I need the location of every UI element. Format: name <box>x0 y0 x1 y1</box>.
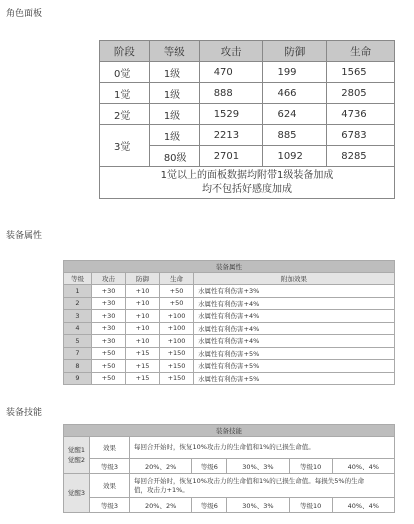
cell-atk: +50 <box>92 372 126 385</box>
cell-stage: 1觉 <box>100 83 150 104</box>
panel-note-line1: 1觉以上的面板数据均附带1级装备加成 <box>160 169 334 181</box>
awaken-cell <box>64 474 90 513</box>
cell-atk: +50 <box>92 347 126 360</box>
table-row <box>64 322 395 335</box>
character-panel-table <box>99 40 395 199</box>
cell-hp: +150 <box>160 372 194 385</box>
cell-hp: +100 <box>160 335 194 348</box>
section-title-panel: 角色面板 <box>6 9 43 19</box>
header-def: 防御 <box>126 273 160 285</box>
cell-atk: 1529 <box>199 104 263 125</box>
effect-text-line: 每回合开始时，恢复10%攻击力的生命值和1%的已损生命值。每损失5%的生命 <box>134 476 365 485</box>
cell-atk: +30 <box>92 310 126 323</box>
effect-text-line: 值，攻击力+1%。 <box>134 485 189 494</box>
cell-atk: +30 <box>92 297 126 310</box>
cell-def: +10 <box>126 297 160 310</box>
equip-attr-table <box>63 260 395 385</box>
header-effect: 附加效果 <box>194 273 395 285</box>
cell-lv: 9 <box>64 372 92 385</box>
cell-def: +15 <box>126 360 160 373</box>
cell-def: 199 <box>263 62 327 83</box>
cell-hp: 8285 <box>327 146 395 167</box>
level-value: 20%、2% <box>130 498 192 513</box>
cell-hp: 6783 <box>327 125 395 146</box>
cell-def: 1092 <box>263 146 327 167</box>
cell-effect: 水属性有利伤害+5% <box>194 372 395 385</box>
table-row <box>100 125 395 146</box>
cell-hp: +50 <box>160 285 194 298</box>
cell-atk: 470 <box>199 62 263 83</box>
cell-def: 466 <box>263 83 327 104</box>
cell-hp: +50 <box>160 297 194 310</box>
cell-lv: 3 <box>64 310 92 323</box>
table-note-row <box>100 167 395 199</box>
level-value: 40%、4% <box>332 459 394 474</box>
table-row <box>100 104 395 125</box>
header-atk: 攻击 <box>199 41 263 62</box>
cell-stage: 2觉 <box>100 104 150 125</box>
table-row <box>64 437 395 459</box>
cell-effect: 水属性有利伤害+4% <box>194 335 395 348</box>
cell-atk: +30 <box>92 335 126 348</box>
cell-hp: +150 <box>160 347 194 360</box>
header-lv: 等级 <box>64 273 92 285</box>
level-label: 等级3 <box>90 459 130 474</box>
table-row <box>64 335 395 348</box>
level-value: 40%、4% <box>332 498 394 513</box>
cell-level: 1级 <box>149 104 199 125</box>
header-hp: 生命 <box>160 273 194 285</box>
level-value: 20%、2% <box>130 459 192 474</box>
cell-lv: 2 <box>64 297 92 310</box>
equip-skill-table-title: 装备技能 <box>64 425 395 437</box>
cell-hp: 4736 <box>327 104 395 125</box>
cell-effect: 水属性有利伤害+4% <box>194 297 395 310</box>
cell-def: +10 <box>126 285 160 298</box>
header-stage: 阶段 <box>100 41 150 62</box>
cell-level: 80级 <box>149 146 199 167</box>
cell-effect: 水属性有利伤害+5% <box>194 347 395 360</box>
equip-skill-table <box>63 424 395 513</box>
cell-effect: 水属性有利伤害+3% <box>194 285 395 298</box>
level-label: 等级6 <box>192 498 227 513</box>
cell-def: +15 <box>126 372 160 385</box>
cell-lv: 5 <box>64 335 92 348</box>
level-label: 等级3 <box>90 498 130 513</box>
header-hp: 生命 <box>327 41 395 62</box>
cell-hp: 2805 <box>327 83 395 104</box>
level-value: 30%、3% <box>227 459 289 474</box>
cell-hp: +150 <box>160 360 194 373</box>
cell-def: +15 <box>126 347 160 360</box>
effect-label: 效果 <box>90 437 130 459</box>
table-row <box>64 498 395 513</box>
cell-atk: +50 <box>92 360 126 373</box>
cell-lv: 8 <box>64 360 92 373</box>
table-row <box>100 62 395 83</box>
cell-level: 1级 <box>149 125 199 146</box>
cell-atk: +30 <box>92 285 126 298</box>
table-row <box>64 285 395 298</box>
cell-def: 624 <box>263 104 327 125</box>
level-value: 30%、3% <box>227 498 289 513</box>
cell-hp: +100 <box>160 322 194 335</box>
table-row <box>64 347 395 360</box>
table-row <box>64 459 395 474</box>
cell-lv: 1 <box>64 285 92 298</box>
level-label: 等级6 <box>192 459 227 474</box>
cell-stage: 3觉 <box>100 125 150 167</box>
table-row <box>64 310 395 323</box>
level-label: 等级10 <box>289 498 332 513</box>
cell-atk: 2701 <box>199 146 263 167</box>
table-row <box>64 474 395 498</box>
cell-def: +10 <box>126 310 160 323</box>
section-title-equip-attr: 装备属性 <box>6 231 43 241</box>
awaken-label: 觉醒3 <box>67 489 86 497</box>
cell-atk: +30 <box>92 322 126 335</box>
cell-def: 885 <box>263 125 327 146</box>
header-def: 防御 <box>263 41 327 62</box>
table-row <box>64 372 395 385</box>
panel-note <box>100 167 395 199</box>
cell-def: +10 <box>126 335 160 348</box>
header-atk: 攻击 <box>92 273 126 285</box>
panel-note-line2: 均不包括好感度加成 <box>202 183 292 195</box>
awaken-label: 觉醒1 <box>67 446 86 454</box>
cell-level: 1级 <box>149 62 199 83</box>
header-level: 等级 <box>149 41 199 62</box>
cell-lv: 4 <box>64 322 92 335</box>
cell-atk: 2213 <box>199 125 263 146</box>
effect-text <box>130 474 395 498</box>
equip-attr-table-title: 装备属性 <box>64 261 395 273</box>
section-title-equip-skill: 装备技能 <box>6 408 43 418</box>
cell-stage: 0觉 <box>100 62 150 83</box>
awaken-cell <box>64 437 90 474</box>
cell-lv: 7 <box>64 347 92 360</box>
awaken-label: 觉醒2 <box>67 456 86 464</box>
effect-label: 效果 <box>90 474 130 498</box>
level-label: 等级10 <box>289 459 332 474</box>
table-row <box>64 297 395 310</box>
cell-def: +10 <box>126 322 160 335</box>
cell-effect: 水属性有利伤害+4% <box>194 322 395 335</box>
cell-hp: +100 <box>160 310 194 323</box>
table-header-row <box>100 41 395 62</box>
table-row <box>64 360 395 373</box>
table-header-row <box>64 273 395 285</box>
cell-level: 1级 <box>149 83 199 104</box>
cell-hp: 1565 <box>327 62 395 83</box>
effect-text: 每回合开始时，恢复10%攻击力的生命值和1%的已损生命值。 <box>130 437 395 459</box>
cell-atk: 888 <box>199 83 263 104</box>
cell-effect: 水属性有利伤害+5% <box>194 360 395 373</box>
cell-effect: 水属性有利伤害+4% <box>194 310 395 323</box>
table-row <box>100 83 395 104</box>
